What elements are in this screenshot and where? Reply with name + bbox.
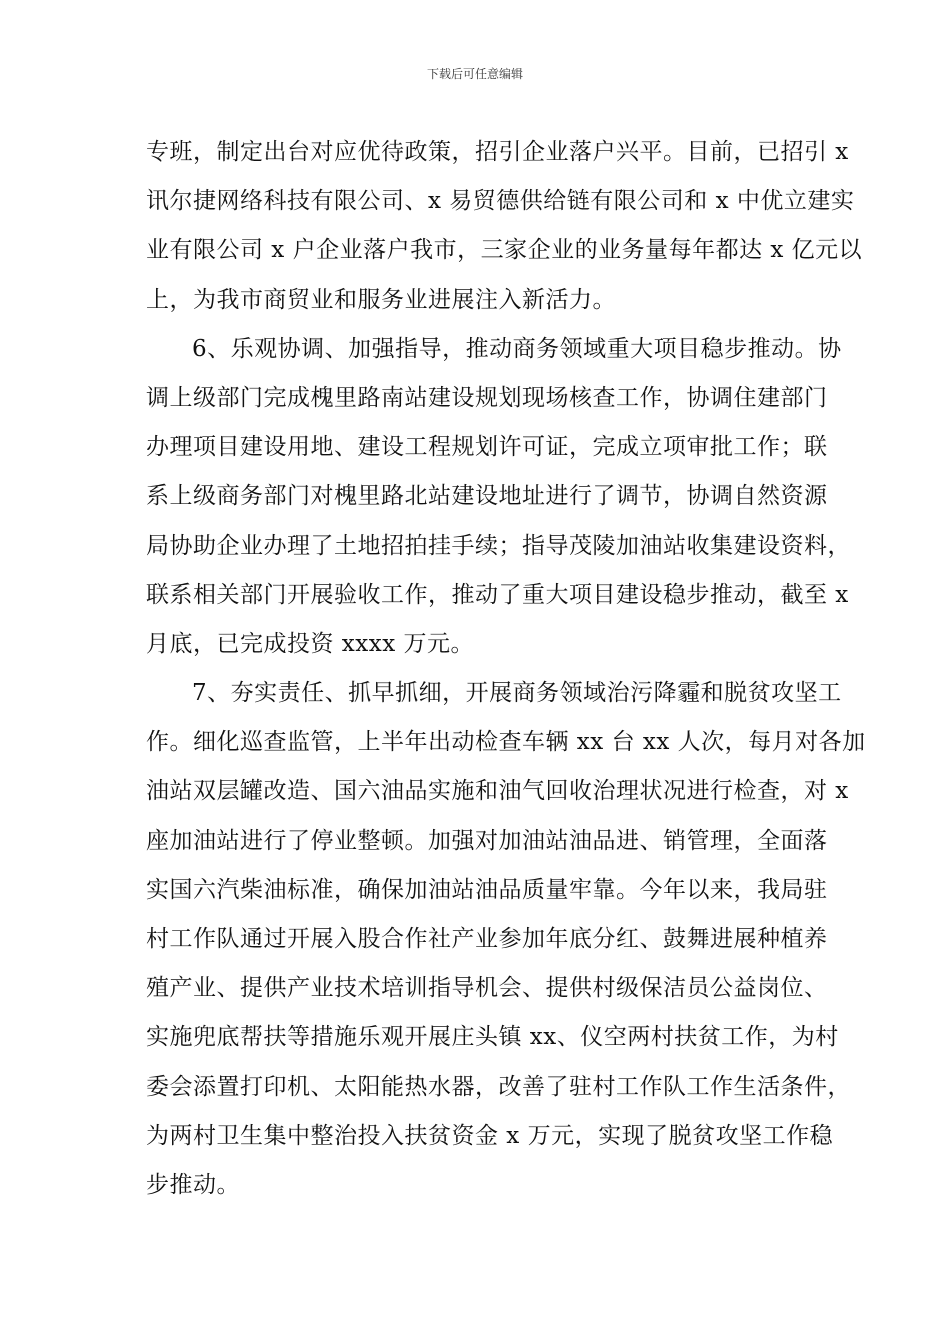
text-line: 系上级商务部门对槐里路北站建设地址进行了调节，协调自然资源 xyxy=(146,483,828,510)
text-line: 为两村卫生集中整治投入扶贫资金 x 万元，实现了脱贫攻坚工作稳 xyxy=(146,1122,834,1149)
text-line: 调上级部门完成槐里路南站建设规划现场核查工作，协调住建部门 xyxy=(146,384,828,411)
text-line: 殖产业、提供产业技术培训指导机会、提供村级保洁员公益岗位、 xyxy=(146,975,828,1002)
text-line: 委会添置打印机、太阳能热水器，改善了驻村工作队工作生活条件， xyxy=(146,1073,851,1100)
text-line: 业有限公司 x 户企业落户我市，三家企业的业务量每年都达 x 亿元以 xyxy=(146,237,863,264)
text-line: 专班，制定出台对应优待政策，招引企业落户兴平。目前，已招引 x xyxy=(146,139,849,165)
text-line: 油站双层罐改造、国六油品实施和油气回收治理状况进行检查，对 x xyxy=(146,778,849,805)
text-line: 办理项目建设用地、建设工程规划许可证，完成立项审批工作；联 xyxy=(146,434,828,461)
text-line: 实国六汽柴油标准，确保加油站油品质量牢靠。今年以来，我局驻 xyxy=(146,876,828,903)
text-line: 步推动。 xyxy=(146,1171,240,1198)
text-line: 实施兜底帮扶等措施乐观开展庄头镇 xx、仪空两村扶贫工作，为村 xyxy=(146,1024,839,1051)
text-line: 6、乐观协调、加强指导，推动商务领域重大项目稳步推动。协 xyxy=(192,335,842,362)
page-header: 下载后可任意编辑 xyxy=(426,67,523,81)
paragraph-2 xyxy=(146,325,851,669)
text-line: 局协助企业办理了土地招拍挂手续；指导茂陵加油站收集建设资料， xyxy=(146,532,851,559)
text-line: 7、夯实责任、抓早抓细，开展商务领域治污降霾和脱贫攻坚工 xyxy=(192,680,842,707)
paragraph-3 xyxy=(146,669,866,1210)
text-line: 上，为我市商贸业和服务业进展注入新活力。 xyxy=(146,286,616,313)
text-line: 联系相关部门开展验收工作，推动了重大项目建设稳步推动，截至 x xyxy=(146,581,849,608)
text-line: 村工作队通过开展入股合作社产业参加年底分红、鼓舞进展种植养 xyxy=(146,926,828,952)
paragraph-1 xyxy=(146,128,863,325)
document-body xyxy=(146,128,866,1210)
text-line: 作。细化巡查监管，上半年出动检查车辆 xx 台 xx 人次，每月对各加 xyxy=(146,729,866,756)
text-line: 月底，已完成投资 xxxx 万元。 xyxy=(146,630,475,657)
text-line: 讯尔捷网络科技有限公司、x 易贸德供给链有限公司和 x 中优立建实 xyxy=(146,188,855,215)
text-line: 座加油站进行了停业整顿。加强对加油站油品进、销管理，全面落 xyxy=(146,827,828,854)
